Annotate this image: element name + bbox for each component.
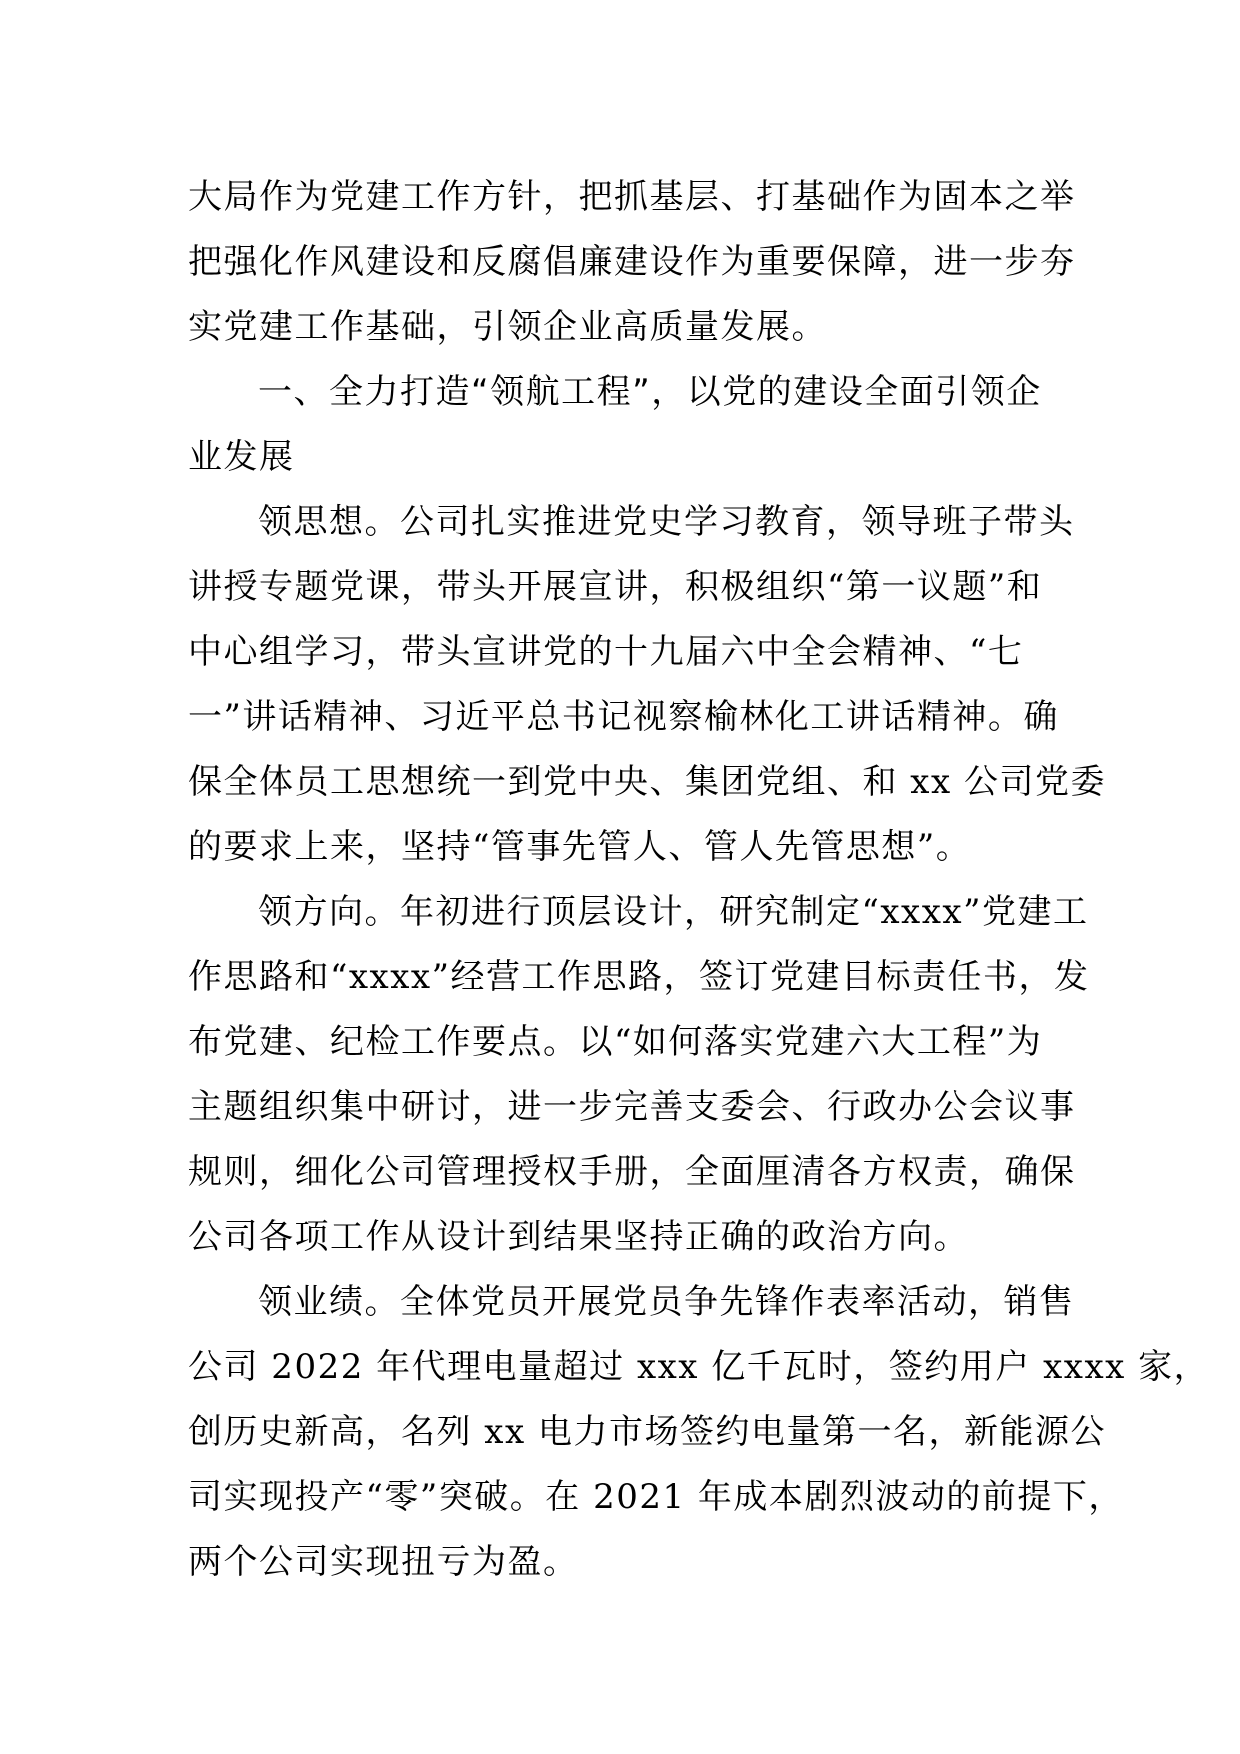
body-line: 中心组学习，带头宣讲党的十九届六中全会精神、“七 xyxy=(188,632,1024,672)
body-line: 公司各项工作从设计到结果坚持正确的政治方向。 xyxy=(188,1217,969,1257)
body-line: 讲授专题党课，带头开展宣讲，积极组织“第一议题”和 xyxy=(188,567,1043,607)
body-line: 的要求上来，坚持“管事先管人、管人先管思想”。 xyxy=(188,827,972,867)
body-line: 作思路和“xxxx”经营工作思路，签订党建目标责任书，发 xyxy=(188,957,1090,997)
body-line: 司实现投产“零”突破。在 2021 年成本剧烈波动的前提下， xyxy=(188,1477,1124,1517)
body-line: 公司 2022 年代理电量超过 xxx 亿千瓦时，签约用户 xxxx 家， xyxy=(188,1347,1210,1387)
body-line: 规则，细化公司管理授权手册，全面厘清各方权责，确保 xyxy=(188,1152,1076,1192)
section-heading: 一、全力打造“领航工程”，以党的建设全面引领企 xyxy=(258,372,1042,412)
body-line: 创历史新高，名列 xx 电力市场签约电量第一名，新能源公 xyxy=(188,1412,1106,1452)
body-line: 布党建、纪检工作要点。以“如何落实党建六大工程”为 xyxy=(188,1022,1043,1062)
body-line: 把强化作风建设和反腐倡廉建设作为重要保障，进一步夯 xyxy=(188,242,1076,282)
body-line: 保全体员工思想统一到党中央、集团党组、和 xx 公司党委 xyxy=(188,762,1106,802)
body-line: 主题组织集中研讨，进一步完善支委会、行政办公会议事 xyxy=(188,1087,1076,1127)
paragraph-start-line: 领业绩。全体党员开展党员争先锋作表率活动，销售 xyxy=(258,1282,1075,1322)
body-line: 大局作为党建工作方针，把抓基层、打基础作为固本之举 xyxy=(188,177,1076,217)
document-body xyxy=(188,165,1210,1595)
body-line: 两个公司实现扭亏为盈。 xyxy=(188,1542,579,1582)
paragraph-start-line: 领方向。年初进行顶层设计，研究制定“xxxx”党建工 xyxy=(258,892,1089,932)
body-line: 一”讲话精神、习近平总书记视察榆林化工讲话精神。确 xyxy=(188,697,1059,737)
section-heading-continued: 业发展 xyxy=(188,437,295,477)
body-line: 实党建工作基础，引领企业高质量发展。 xyxy=(188,307,827,347)
paragraph-start-line: 领思想。公司扎实推进党史学习教育，领导班子带头 xyxy=(258,502,1075,542)
